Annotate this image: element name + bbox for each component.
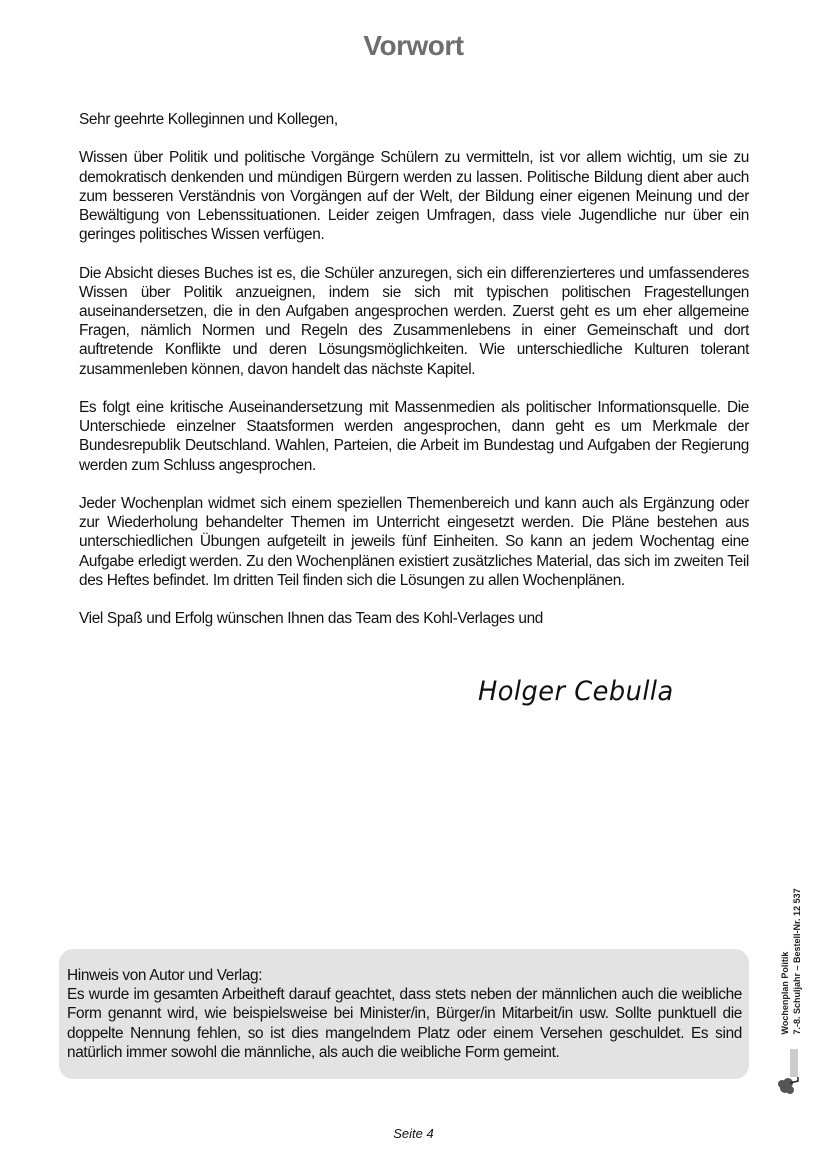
paragraph-3: Es folgt eine kritische Auseinandersetzung mit Massenmedien als politischer Informationsquelle. Die Unterschiede einzelner Staatsformen werden angesprochen, dann geht es um Merkmale der Bundesrepublik Deutschland. Wahlen, Parteien, die Arbeit im Bundestag und Aufgaben der Regierung werden zum Schluss angesprochen. <box>79 399 749 474</box>
publisher-logo <box>776 1047 805 1095</box>
page-title: Vorwort <box>363 30 464 61</box>
author-signature: Holger Cebulla <box>478 676 674 707</box>
paragraph-1: Wissen über Politik und politische Vorgänge Schülern zu vermitteln, ist vor allem wichtig, um sie zu demokratisch denkenden und mündigen Bürgern werden zu lassen. Politische Bildung dient aber auch zum besseren Verständnis von Vorgängen auf der Welt, der Bildung einer eigenen Meinung und der Bewältigung von Lebenssituationen. Leider zeigen Umfragen, dass viele Jugendliche nur über ein geringes politisches Wissen verfügen. <box>79 149 749 244</box>
greeting: Sehr geehrte Kolleginnen und Kollegen, <box>79 111 338 128</box>
notice-text <box>67 966 742 1062</box>
closing-line: Viel Spaß und Erfolg wünschen Ihnen das Team des Kohl-Verlages und <box>79 610 544 628</box>
grade-and-order-number: 7.-8. Schuljahr – Bestell-Nr. 12 537 <box>791 888 802 1035</box>
paragraph-4: Jeder Wochenplan widmet sich einem speziellen Themenbereich und kann auch als Ergänzung oder zur Wiederholung behandelter Themen im Unterricht eingesetzt werden. Die Pläne bestehen aus unterschiedlichen Übungen aufgeteilt in jeweils fünf Einheiten. So kann an jedem Wochentag eine Aufgabe erledigt werden. Zu den Wochenplänen existiert zusätzliches Material, das sich im zweiten Teil des Heftes befindet. Im dritten Teil finden sich die Lösungen zu allen Wochenplänen. <box>79 495 749 589</box>
publisher-side-label <box>776 835 805 1095</box>
notice-body: Es wurde im gesamten Arbeitheft darauf geachtet, dass stets neben der männlichen auch die weibliche Form genannt wird, wie beispielsweise bei Minister/in, Bürger/in Mitarbeit/in usw. Sollte punktuell die doppelte Nennung fehlen, so ist dies mangelndem Platz oder einem Versehen geschuldet. Es sind natürlich immer sowohl die männliche, als auch die weibliche Form gemeint. <box>67 986 742 1061</box>
notice-heading: Hinweis von Autor und Verlag: <box>67 967 263 984</box>
tree-icon <box>776 1047 802 1095</box>
paragraph-2: Die Absicht dieses Buches ist es, die Schüler anzuregen, sich ein differenzierteres und umfassenderes Wissen über Politik anzueignen, indem sie sich mit typischen politischen Fragestellungen auseinandersetzen, die in den Aufgaben angesprochen werden. Zuerst geht es um eher allgemeine Fragen, nämlich Normen und Regeln des Zusammenlebens in einer Gemeinschaft und dort auftretende Konflikte und deren Lösungsmöglichkeiten. Wie unterschiedliche Kulturen tolerant zusammenleben können, davon handelt das nächste Kapitel. <box>79 264 749 378</box>
preface-body <box>79 110 749 648</box>
page-number: Seite 4 <box>393 1126 434 1141</box>
book-title: Wochenplan Politik <box>779 951 790 1035</box>
